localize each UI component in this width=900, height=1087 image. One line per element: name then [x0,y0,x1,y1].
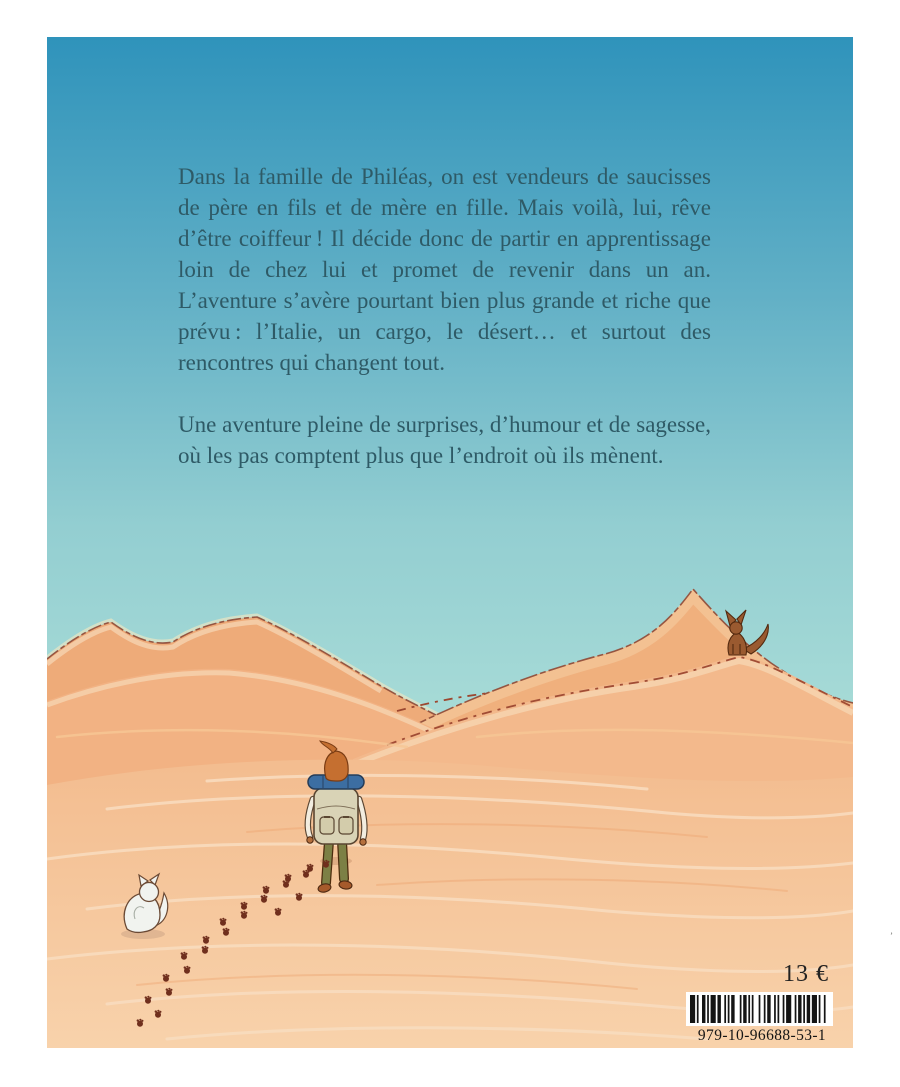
blurb-paragraph-2: Une aventure pleine de surprises, d’humour et de sagesse, où les pas comptent plus que l’endroit où ils mènent. [178,412,711,468]
price-label: 13 € [783,961,829,987]
desert-illustration [47,37,853,1048]
stray-ink-mark: ʼ [890,931,893,941]
barcode [686,992,833,1026]
isbn-label: 979-10-96688-53-1 [697,1027,827,1044]
barcode-bars [686,992,833,1026]
back-cover-blurb [178,161,711,502]
blurb-paragraph-1: Dans la famille de Philéas, on est vendeurs de saucisses de père en fils et de mère en fille. Mais voilà, lui, rêve d’être coiffeur ! Il décide donc de partir en apprentissage loin de chez lui et promet de revenir dans un an. L’aventure s’avère pourtant bien plus grande et riche que prévu : l’Italie, un cargo, le désert… et surtout des rencontres qui changent tout. [178,164,711,375]
